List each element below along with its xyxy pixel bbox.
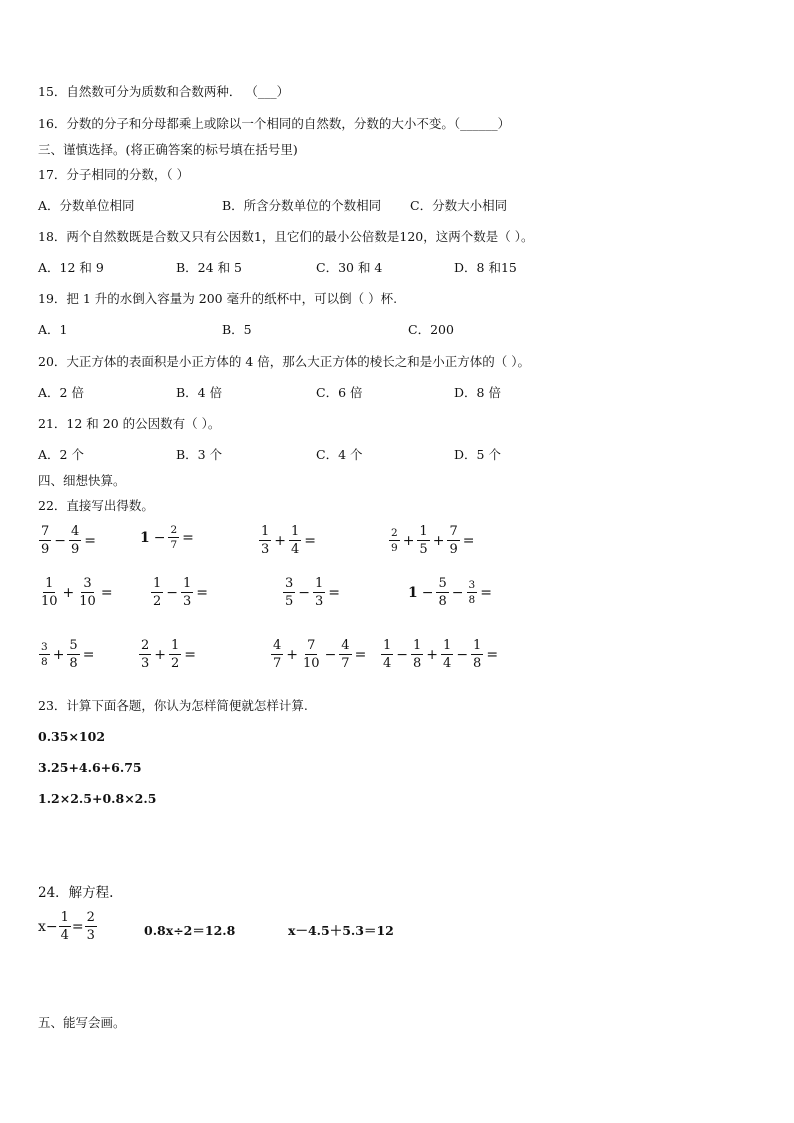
fraction: $\frac{1}{2}$ xyxy=(171,638,180,671)
q24-equation-2: 0.8x÷2＝12.8 xyxy=(144,923,236,938)
q21-option-a: A．2 个 xyxy=(38,447,84,462)
q24-equation-1: x− $\frac{1}{4}$ = $\frac{2}{3}$ xyxy=(38,910,95,943)
q22-expr-5: $\frac{1}{10}$ + $\frac{3}{10}$ = xyxy=(41,576,113,609)
fraction: $\frac{3}{8}$ xyxy=(41,641,48,668)
q22-stem: 22．直接写出得数。 xyxy=(38,498,154,513)
q22-expr-3: $\frac{1}{3}$ + $\frac{1}{4}$ = xyxy=(261,524,317,557)
q23-item-1: 0.35×102 xyxy=(38,729,106,744)
fraction: $\frac{1}{8}$ xyxy=(413,638,422,671)
q19-option-c: C．200 xyxy=(408,322,454,337)
q20-option-c: C．6 倍 xyxy=(316,385,363,400)
q22-expr-6: $\frac{1}{2}$ − $\frac{1}{3}$ = xyxy=(153,576,209,609)
q18-option-b: B．24 和 5 xyxy=(176,260,242,275)
q18-stem: 18．两个自然数既是合数又只有公因数1，且它们的最小公倍数是120，这两个数是（ ）。 xyxy=(38,229,534,244)
q22-expr-11: $\frac{4}{7}$ + $\frac{7}{10}$ − $\frac{4}{7}$ = xyxy=(273,638,367,671)
section5-heading: 五、能写会画。 xyxy=(38,1015,126,1030)
fraction: $\frac{7}{9}$ xyxy=(41,524,50,557)
q20-option-b: B．4 倍 xyxy=(176,385,223,400)
q20-stem: 20．大正方体的表面积是小正方体的 4 倍，那么大正方体的棱长之和是小正方体的（ ）。 xyxy=(38,354,531,369)
fraction: $\frac{1}{4}$ xyxy=(291,524,300,557)
q15-text: 15．自然数可分为质数和合数两种． （___） xyxy=(38,84,290,99)
q20-option-d: D．8 倍 xyxy=(454,385,501,400)
q22-expr-10: $\frac{2}{3}$ + $\frac{1}{2}$ = xyxy=(141,638,197,671)
fraction: $\frac{2}{7}$ xyxy=(170,524,178,551)
q20-option-a: A．2 倍 xyxy=(38,385,84,400)
q21-stem: 21．12 和 20 的公因数有（ ）。 xyxy=(38,416,221,431)
fraction: $\frac{1}{8}$ xyxy=(473,638,482,671)
q23-item-2: 3.25+4.6+6.75 xyxy=(38,760,142,775)
q22-expr-2: 1 − $\frac{2}{7}$ = xyxy=(140,524,194,551)
fraction: $\frac{5}{8}$ xyxy=(69,638,78,671)
fraction: $\frac{1}{4}$ xyxy=(60,910,69,943)
q21-option-c: C．4 个 xyxy=(316,447,363,462)
q22-expr-12: $\frac{1}{4}$ − $\frac{1}{8}$ + $\frac{1}{4}$ − $\frac{1}{8}$ = xyxy=(383,638,499,671)
q19-option-b: B．5 xyxy=(222,322,252,337)
q17-option-a: A．分数单位相同 xyxy=(38,198,135,213)
q17-stem: 17．分子相同的分数，（ ） xyxy=(38,167,190,182)
q22-expr-9: $\frac{3}{8}$ + $\frac{5}{8}$ = xyxy=(41,638,95,671)
fraction: $\frac{3}{8}$ xyxy=(468,579,476,606)
fraction: $\frac{7}{10}$ xyxy=(303,638,320,671)
fraction: $\frac{2}{9}$ xyxy=(391,527,398,554)
section4-heading: 四、细想快算。 xyxy=(38,473,126,488)
q19-stem: 19．把 1 升的水倒入容量为 200 毫升的纸杯中，可以倒（ ）杯. xyxy=(38,291,398,306)
q22-expr-8: 1 − $\frac{5}{8}$ − $\frac{3}{8}$ = xyxy=(408,576,492,609)
fraction: $\frac{1}{3}$ xyxy=(261,524,270,557)
fraction: $\frac{1}{10}$ xyxy=(41,576,58,609)
section3-heading: 三、谨慎选择。(将正确答案的标号填在括号里) xyxy=(38,142,298,157)
fraction: $\frac{2}{3}$ xyxy=(86,910,95,943)
fraction: $\frac{1}{4}$ xyxy=(383,638,392,671)
fraction: $\frac{5}{8}$ xyxy=(438,576,447,609)
fraction: $\frac{1}{4}$ xyxy=(443,638,452,671)
q16-text: 16．分数的分子和分母都乘上或除以一个相同的自然数，分数的大小不变。（______） xyxy=(38,116,511,131)
fraction: $\frac{3}{5}$ xyxy=(285,576,294,609)
q24-stem: 24．解方程. xyxy=(38,885,114,901)
q21-option-b: B．3 个 xyxy=(176,447,223,462)
fraction: $\frac{2}{3}$ xyxy=(141,638,150,671)
q17-option-b: B．所含分数单位的个数相同 xyxy=(222,198,382,213)
q21-option-d: D．5 个 xyxy=(454,447,501,462)
fraction: $\frac{1}{2}$ xyxy=(153,576,162,609)
q22-expr-1: $\frac{7}{9}$ − $\frac{4}{9}$ = xyxy=(41,524,97,557)
q22-expr-7: $\frac{3}{5}$ − $\frac{1}{3}$ = xyxy=(285,576,341,609)
q18-option-c: C．30 和 4 xyxy=(316,260,383,275)
q18-option-a: A．12 和 9 xyxy=(38,260,104,275)
fraction: $\frac{3}{10}$ xyxy=(79,576,96,609)
fraction: $\frac{7}{9}$ xyxy=(449,524,458,557)
q22-expr-4: $\frac{2}{9}$ + $\frac{1}{5}$ + $\frac{7}{9}$ = xyxy=(391,524,475,557)
fraction: $\frac{1}{3}$ xyxy=(315,576,324,609)
fraction: $\frac{4}{9}$ xyxy=(71,524,80,557)
fraction: $\frac{4}{7}$ xyxy=(273,638,282,671)
q23-stem: 23．计算下面各题，你认为怎样简便就怎样计算. xyxy=(38,698,308,713)
fraction: $\frac{1}{5}$ xyxy=(419,524,428,557)
q23-item-3: 1.2×2.5+0.8×2.5 xyxy=(38,791,157,806)
fraction: $\frac{4}{7}$ xyxy=(341,638,350,671)
q17-option-c: C．分数大小相同 xyxy=(410,198,508,213)
q24-equation-3: x－4.5＋5.3＝12 xyxy=(288,923,394,938)
fraction: $\frac{1}{3}$ xyxy=(183,576,192,609)
q18-option-d: D．8 和15 xyxy=(454,260,517,275)
q19-option-a: A．1 xyxy=(38,322,68,337)
